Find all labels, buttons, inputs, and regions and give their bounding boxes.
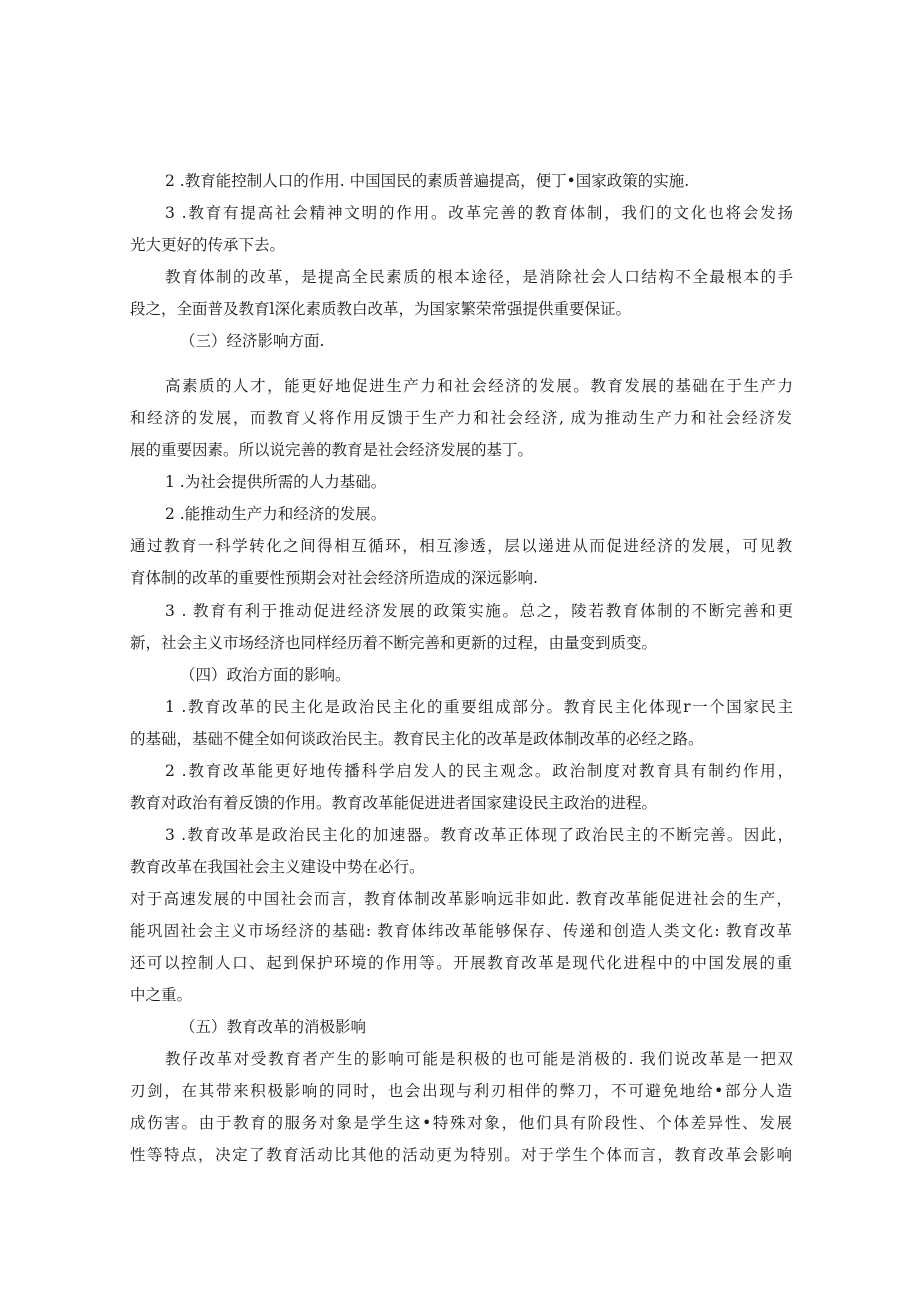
text-line: 教育体制的改革，是提高全民素质的根本途径，是消除社会人口结构不全最根本的手	[165, 268, 793, 286]
text-line: 3 . 教育有利于推动促进经济发展的政策实施。总之，陵若教育体制的不断完善和更	[165, 602, 793, 620]
text-line: 高素质的人才，能更好地促进生产力和社会经济的发展。教育发展的基础在于生产力	[165, 377, 793, 395]
text-line: 段之，全面普及教育l深化素质教白改革，为国家繁荣常强提供重要保证。	[130, 300, 631, 318]
text-line: 教育改革在我国社会主义建设中势在必行。	[130, 858, 425, 876]
text-line: 1 .为社会提供所需的人力基础。	[165, 473, 387, 491]
text-line: 教育对政治有着反馈的作用。教育改革能促进进者国家建设民主政治的进程。	[130, 794, 658, 812]
text-line: 新，社会主义市场经济也同样经历着不断完善和更新的过程，由量变到质变。	[130, 634, 658, 652]
text-line: 成伤害。由于教育的服务对象是学生这•特殊对象，他们具有阶段性、个体差异性、发展	[130, 1114, 792, 1132]
text-line: 2 .教育能控制人口的作用. 中国国民的素质普遍提高，便丁•国家政策的实施.	[165, 172, 690, 190]
text-line: 中之重。	[130, 986, 193, 1004]
text-line: 刃剑，在其带来积极影响的同时，也会出现与利刃相伴的弊刀，不可避免地给•部分人造	[130, 1082, 792, 1100]
text-line: 还可以控制人口、起到保护环境的作用等。开展教育改革是现代化进程中的中国发展的重	[130, 954, 792, 972]
text-line: 能巩固社会主义市场经济的基础: 教育体纬改革能够保存、传递和创造人类文化: 教育改革	[130, 922, 792, 940]
text-line: 教仔改革对受教育者产生的影响可能是积极的也可能是消极的. 我们说改革是一把双	[165, 1050, 793, 1068]
text-line: 性等特点，决定了教育活动比其他的活动更为特别。对于学生个体而言，教育改革会影响	[130, 1146, 792, 1164]
text-line: 和经济的发展，而教育乂将作用反馈于生产力和社会经济, 成为推动生产力和社会经济发	[130, 409, 792, 427]
text-line: 3 .教育有提高社会精神文明的作用。改革完善的教育体制，我们的文化也将会发扬	[165, 204, 793, 222]
text-line: 2 .教育改革能更好地传播科学启发人的民主观念。政治制度对教育具有制约作用，	[165, 762, 793, 780]
text-line: 育体制的改革的重要性预期会对社会经济所造成的深远影响.	[130, 569, 538, 587]
section-heading: （三）经济影响方面.	[180, 332, 325, 350]
text-line: 1 .教育改革的民主化是政治民主化的重要组成部分。教育民主化体现r一个国家民主	[165, 698, 793, 716]
text-line: 通过教育一科学转化之间得相互循环，相互渗透，层以递进从而促进经济的发展，可见教	[130, 537, 792, 555]
section-heading: （四）政治方面的影响。	[180, 666, 351, 684]
text-line: 2 .能推动生产力和经济的发展。	[165, 505, 387, 523]
text-line: 光大更好的传承下去。	[130, 236, 286, 254]
text-line: 的基础，基础不健全如何谈政治民主。教育民主化的改革是政体制改革的必经之路。	[130, 730, 704, 748]
text-line: 展的重要因素。所以说完善的教育是社会经济发展的基丁。	[130, 441, 534, 459]
text-line: 对于高速发展的中国社会而言，教育体制改革影响远非如此. 教育改革能促进社会的生产，	[130, 890, 792, 908]
text-line: 3 .教育改革是政治民主化的加速器。教育改革正体现了政治民主的不断完善。因此，	[165, 826, 793, 844]
section-heading: （五）教育改革的消极影响	[180, 1018, 367, 1036]
